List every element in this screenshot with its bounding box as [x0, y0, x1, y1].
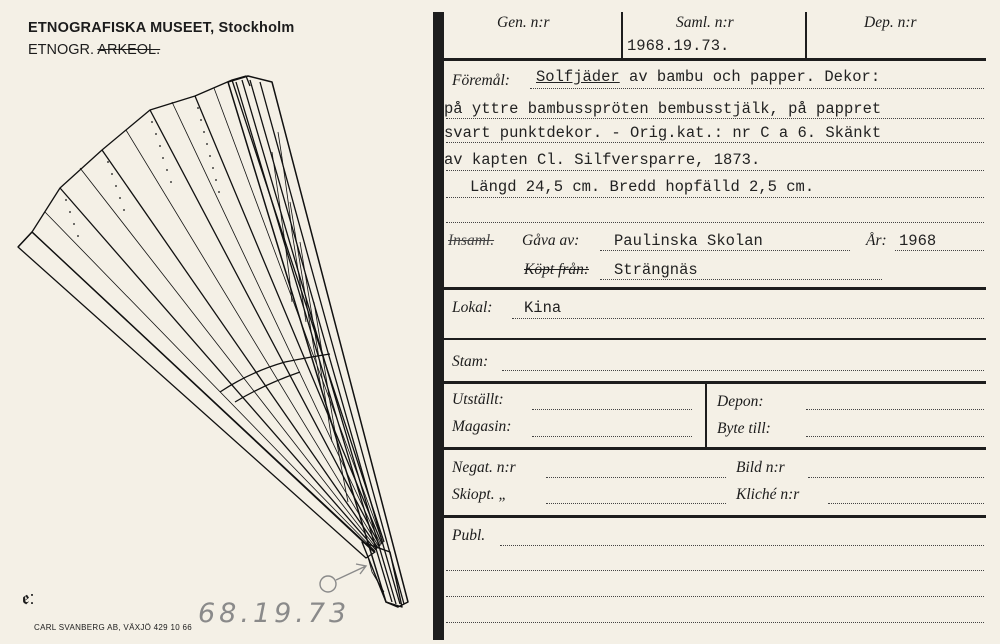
gava-value: Paulinska Skolan	[614, 232, 763, 250]
department-line	[28, 42, 294, 58]
gen-label: Gen. n:r	[497, 14, 550, 31]
ar-value: 1968	[899, 232, 937, 250]
stam-label: Stam:	[452, 353, 489, 370]
lokal-label: Lokal:	[452, 299, 493, 316]
negat-label: Negat. n:r	[452, 459, 516, 476]
department-struck: ARKEOL.	[97, 42, 161, 58]
pencil-circle-mark	[320, 576, 336, 592]
symbol-mark: ꬲ:	[22, 588, 35, 608]
cliche-label: Kliché n:r	[736, 486, 800, 503]
fan-drawing	[10, 72, 430, 617]
kop-struck: Köpt från:	[524, 261, 590, 278]
insaml-struck: Insaml.	[448, 232, 495, 249]
skiopt-label: Skiopt. „	[452, 486, 508, 503]
bild-label: Bild n:r	[736, 459, 785, 476]
saml-label: Saml. n:r	[676, 14, 734, 31]
form-left-bar	[433, 12, 444, 640]
fan-left-guard	[18, 232, 375, 558]
museum-header	[28, 20, 294, 58]
foremal-label: Föremål:	[452, 72, 510, 89]
byte-label: Byte till:	[717, 420, 771, 437]
foremal-line3: svart punktdekor. - Orig.kat.: nr C a 6. Skänkt	[444, 124, 882, 142]
ar-label: År:	[866, 232, 887, 249]
depon-label: Depon:	[717, 393, 764, 410]
museum-name: ETNOGRAFISKA MUSEET, Stockholm	[28, 20, 295, 36]
fan-paper-edge	[18, 76, 250, 247]
utstallt-label: Utställt:	[452, 391, 504, 408]
foremal-line1: Solfjäder av bambu och papper. Dekor:	[536, 68, 881, 86]
dep-label: Dep. n:r	[864, 14, 917, 31]
foremal-first-word: Solfjäder	[536, 68, 620, 86]
foremal-line5: Längd 24,5 cm. Bredd hopfälld 2,5 cm.	[470, 178, 815, 196]
lokal-value: Kina	[524, 299, 562, 317]
publ-label: Publ.	[452, 527, 486, 544]
department-prefix: ETNOGR.	[28, 42, 95, 58]
printer-credit: CARL SVANBERG AB, VÄXJÖ 429 10 66	[34, 623, 192, 632]
magasin-label: Magasin:	[452, 418, 512, 435]
foremal-line4: av kapten Cl. Silfversparre, 1873.	[444, 151, 761, 169]
kop-value: Strängnäs	[614, 261, 698, 279]
gava-label: Gåva av:	[522, 232, 580, 249]
foremal-line2: på yttre bambusspröten bembusstjälk, på pappret	[444, 100, 882, 118]
pencil-number: 68.19.73	[198, 598, 351, 629]
saml-value: 1968.19.73.	[627, 37, 730, 55]
